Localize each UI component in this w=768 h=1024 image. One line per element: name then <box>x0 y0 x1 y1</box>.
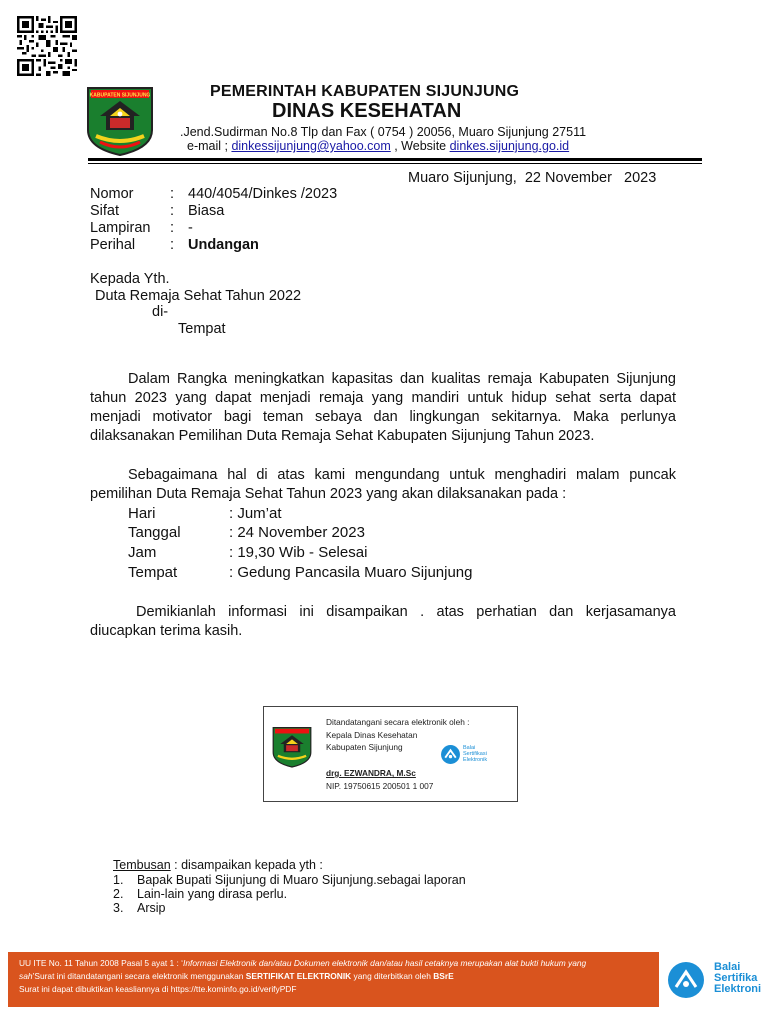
paragraph-intro: Dalam Rangka meningkatkan kapasitas dan kualitas remaja Kabupaten Sijunjung tahun 2023 yang dapat menjadi remaja yang mandiri untuk hidup sehat serta dapat menjadi motivator bagi teman sebaya dan lingkungan sekitarnya. Maka perlunya dilaksanakan Pemilihan Duta Remaja Sehat Kabupaten Sijunjung Tahun 2023. <box>90 371 676 444</box>
bsre-footer-line3: Elektroni <box>714 983 762 995</box>
footer-law-quote: Informasi Elektronik dan/atau Dokumen elektronik dan/atau hasil cetaknya merupakan alat bukti hukum yang <box>183 958 587 968</box>
nomor-value: 440/4054/Dinkes /2023 <box>188 186 338 202</box>
paragraph-closing: Demikianlah informasi ini disampaikan . atas perhatian dan kerjasamanya diucapkan terima kasih. <box>90 604 676 639</box>
footer-law-ref: UU ITE No. 11 Tahun 2008 Pasal 5 ayat 1 : ‘ <box>19 958 184 968</box>
tanggal-label: Tanggal <box>128 524 181 541</box>
signer-office: Kabupaten Sijunjung <box>326 742 403 752</box>
email-link[interactable]: dinkessijunjung@yahoo.com <box>231 139 391 153</box>
bsre-logo-icon <box>440 744 461 765</box>
header-rule-thin <box>88 163 702 164</box>
sifat-colon: : <box>170 203 175 219</box>
tembusan-item: Bapak Bupati Sijunjung di Muaro Sijunjung.sebagai laporan <box>137 873 466 887</box>
date-line: Muaro Sijunjung, 22 November 2023 <box>408 170 657 186</box>
kepada-label: Kepada Yth. <box>90 271 170 287</box>
svg-text:KABUPATEN SIJUNJUNG: KABUPATEN SIJUNJUNG <box>89 92 151 99</box>
tembusan-heading <box>113 858 323 872</box>
lampiran-colon: : <box>170 220 175 236</box>
footer-sah: sah <box>19 971 33 981</box>
bsre-small-line3: Elektronik <box>463 757 488 764</box>
bsre-footer-line2: Sertifika <box>714 972 758 984</box>
signer-nip: NIP. 19750615 200501 1 007 <box>326 781 434 791</box>
tembusan-num: 1. <box>113 873 124 887</box>
email-prefix: e-mail ; <box>187 139 232 153</box>
footer-bsre: BSrE <box>433 971 454 981</box>
kabupaten-logo <box>86 86 154 156</box>
sifat-label: Sifat <box>90 203 120 219</box>
website-prefix: , Website <box>390 139 450 153</box>
bsre-footer-text <box>714 962 761 995</box>
footer-issued-by: yang diterbitkan oleh <box>351 971 434 981</box>
footer-line2 <box>19 971 454 981</box>
jam-value: : 19,30 Wib - Selesai <box>229 544 368 561</box>
perihal-label: Perihal <box>90 237 136 253</box>
tanggal-value: : 24 November 2023 <box>229 524 365 541</box>
footer-line3: Surat ini dapat dibuktikan keasliannya di https://tte.kominfo.go.id/verifyPDF <box>19 984 297 994</box>
website-link[interactable]: dinkes.sijunjung.go.id <box>449 139 570 153</box>
bsre-small-line1: Balai <box>463 745 476 751</box>
qr-code <box>16 16 78 76</box>
department-title: DINAS KESEHATAN <box>272 100 462 122</box>
recipient-name: Duta Remaja Sehat Tahun 2022 <box>95 288 302 304</box>
nomor-label: Nomor <box>90 186 134 202</box>
bsre-footer-icon <box>666 961 706 999</box>
signer-position: Kepala Dinas Kesehatan <box>326 730 418 740</box>
tembusan-num: 2. <box>113 887 124 901</box>
sifat-value: Biasa <box>188 203 225 219</box>
hari-label: Hari <box>128 505 156 522</box>
header-rule-thick <box>88 158 702 161</box>
paragraph-invitation: Sebagaimana hal di atas kami mengundang untuk menghadiri malam puncak pemilihan Duta Remaja Sehat Tahun 2023 yang akan dilaksanakan pada : <box>90 467 676 502</box>
tembusan-label: Tembusan <box>113 858 171 872</box>
address-line: .Jend.Sudirman No.8 Tlp dan Fax ( 0754 ) 20056, Muaro Sijunjung 27511 <box>180 125 587 139</box>
bsre-small-line2: Sertifikasi <box>463 751 487 758</box>
lampiran-value: - <box>188 220 193 236</box>
tembusan-item: Arsip <box>137 901 166 915</box>
tembusan-num: 3. <box>113 901 124 915</box>
gov-title: PEMERINTAH KABUPATEN SIJUNJUNG <box>210 83 520 100</box>
tempat-label: Tempat <box>128 564 178 581</box>
recipient-place: Tempat <box>178 321 226 337</box>
signature-logo <box>272 720 312 774</box>
hari-value: : Jum’at <box>229 505 282 522</box>
bsre-small-text <box>463 745 487 764</box>
tembusan-item: Lain-lain yang dirasa perlu. <box>137 887 288 901</box>
tembusan-suffix: : disampaikan kepada yth : <box>170 858 323 872</box>
nomor-colon: : <box>170 186 175 202</box>
signed-by-label: Ditandatangani secara elektronik oleh : <box>326 717 470 727</box>
tempat-value: : Gedung Pancasila Muaro Sijunjung <box>229 564 473 581</box>
footer-signed-text: ’Surat ini ditandatangani secara elektronik menggunakan <box>32 971 246 981</box>
electronic-signature-box <box>263 706 518 802</box>
signer-name: drg. EZWANDRA, M.Sc <box>326 768 416 778</box>
perihal-colon: : <box>170 237 175 253</box>
bsre-footer-line1: Balai <box>714 961 741 973</box>
lampiran-label: Lampiran <box>90 220 151 236</box>
contact-line <box>187 139 569 153</box>
perihal-value: Undangan <box>188 237 259 253</box>
recipient-di: di- <box>152 304 169 320</box>
jam-label: Jam <box>128 544 157 561</box>
footer-line1 <box>19 958 586 968</box>
ite-footer-banner <box>8 952 659 1007</box>
footer-certificate: SERTIFIKAT ELEKTRONIK <box>245 971 352 981</box>
